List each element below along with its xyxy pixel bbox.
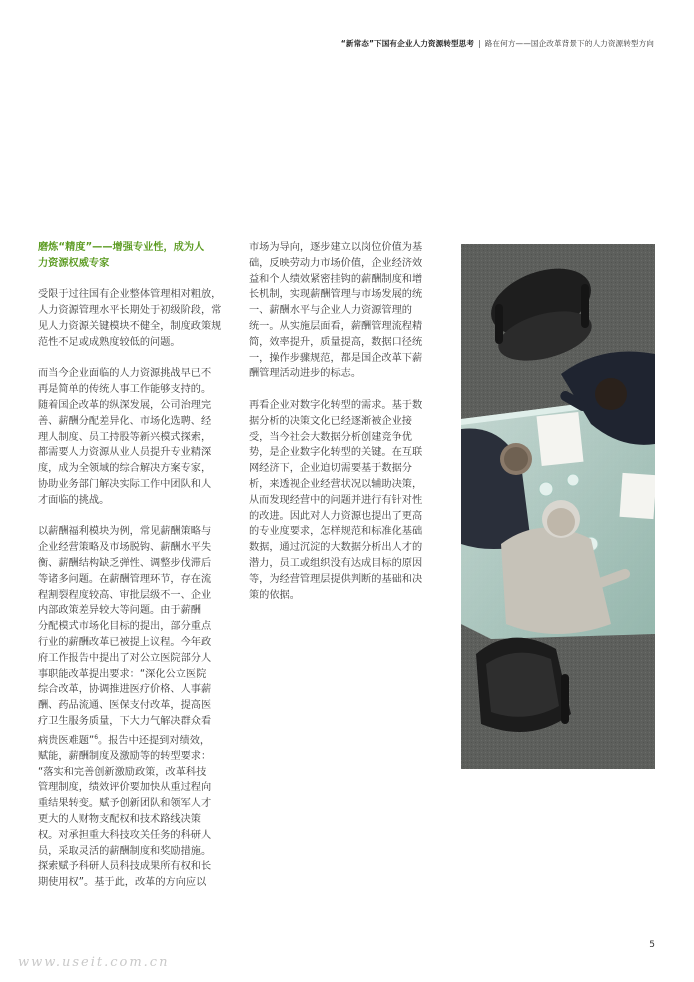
- meeting-photo-illustration: [461, 244, 655, 769]
- paragraph-3-tail: 。报告中还提到对绩效， 赋能，薪酬制度及激励等的转型要求： “落实和完善创新激励政策，改革科技 管理制度，绩效评价要加快从重过程向 重结果转变。赋予创新团队和领军人才 更大的人财物支配权和技术路线决策 权。对承担重大科技攻关任务的科研人 员，采取灵活的薪酬制度和奖励措施。 探索赋予科研人员科技成果所有权和长 期使用权”。基于此，改革的方向应以: [38, 735, 212, 889]
- header-subtitle: 路在何方——国企改革背景下的人力资源转型方向: [484, 39, 654, 48]
- paragraph-3: [38, 524, 230, 891]
- running-header: [341, 38, 654, 49]
- section-heading: 磨炼“精度”——增强专业性，成为人 力资源权威专家: [38, 242, 205, 269]
- footnote-marker: 6: [94, 733, 99, 741]
- meeting-photo: [461, 244, 655, 769]
- paragraph-2: 而当今企业面临的人力资源挑战早已不 再是简单的传统人事工作能够支持的。 随着国企改革的纵深发展，公司治理完 善、薪酬分配差异化、市场化选聘、经 理人制度、员工持股等新兴模式探索， 都需要人力资源从业人员提升专业精深 度，成为全领域的综合解决方案专家， 协助业务部门解决实际工作中团队和人 才面临的挑战。: [38, 368, 212, 506]
- document-sheet: [620, 473, 655, 519]
- paragraph-5: 再看企业对数字化转型的需求。基于数 据分析的决策文化已经逐渐被企业接 受，当今社会大数据分析创建竞争优 势，是企业数字化转型的关键。在互联 网经济下，企业迫切需要基于数据分 析，来透视企业经营状况以辅助决策， 从而发现经营中的问题并进行有针对性 的改进。因此对人力资源也提出了更高 的专业度要求，怎样规范和标准化基础 数据，通过沉淀的大数据分析出人才的 潜力，员工或组织没有达成目标的原因 等，为经营管理层提供判断的基础和决 策的依据。: [249, 399, 423, 601]
- paragraph-4: 市场为导向，逐步建立以岗位价值为基 础，反映劳动力市场价值，企业经济效 益和个人绩效紧密挂钩的薪酬制度和增 长机制，实现薪酬管理与市场发展的统 一、薪酬水平与企业人力资源管理的 统一。从实施层面看，薪酬管理流程精 简，效率提升，质量提高，数据口径统 一，操作步骤规范，都是国企改革下薪 酬管理活动进步的标志。: [249, 242, 423, 380]
- paragraph-1: 受限于过往国有企业整体管理相对粗放， 人力资源管理水平长期处于初级阶段，常 见人力资源关键模块不健全，制度政策规 范性不足或成熟度较低的问题。: [38, 289, 222, 348]
- paragraph-3-body: 以薪酬福利模块为例，常见薪酬策略与 企业经营策略及市场脱钩、薪酬水平失 衡、薪酬结构缺乏弹性、调整步伐滞后 等诸多问题。在薪酬管理环节，存在流 程割裂程度较高、审批层级不一、企业 内部政策差异较大等问题。由于薪酬 分配模式市场化目标的提出，部分重点 行业的薪酬改革已被提上议程。今年政 府工作报告中提出了对公立医院部分人 事职能改革提出要求：“深化公立医院 综合改革，协调推进医疗价格、人事薪 酬、药品流通、医保支付改革，提高医 疗卫生服务质量，下大力气解决群众看 病贵医难题”: [38, 526, 212, 747]
- header-title: “新常态”下国有企业人力资源转型思考: [340, 39, 475, 48]
- header-separator: |: [478, 39, 481, 48]
- text-column-middle: [249, 240, 441, 619]
- text-column-left: [38, 240, 230, 907]
- document-sheet: [537, 412, 584, 466]
- page-number: 5: [649, 940, 655, 950]
- businessman-left: [461, 428, 532, 549]
- watermark: www.useit.com.cn: [18, 955, 170, 970]
